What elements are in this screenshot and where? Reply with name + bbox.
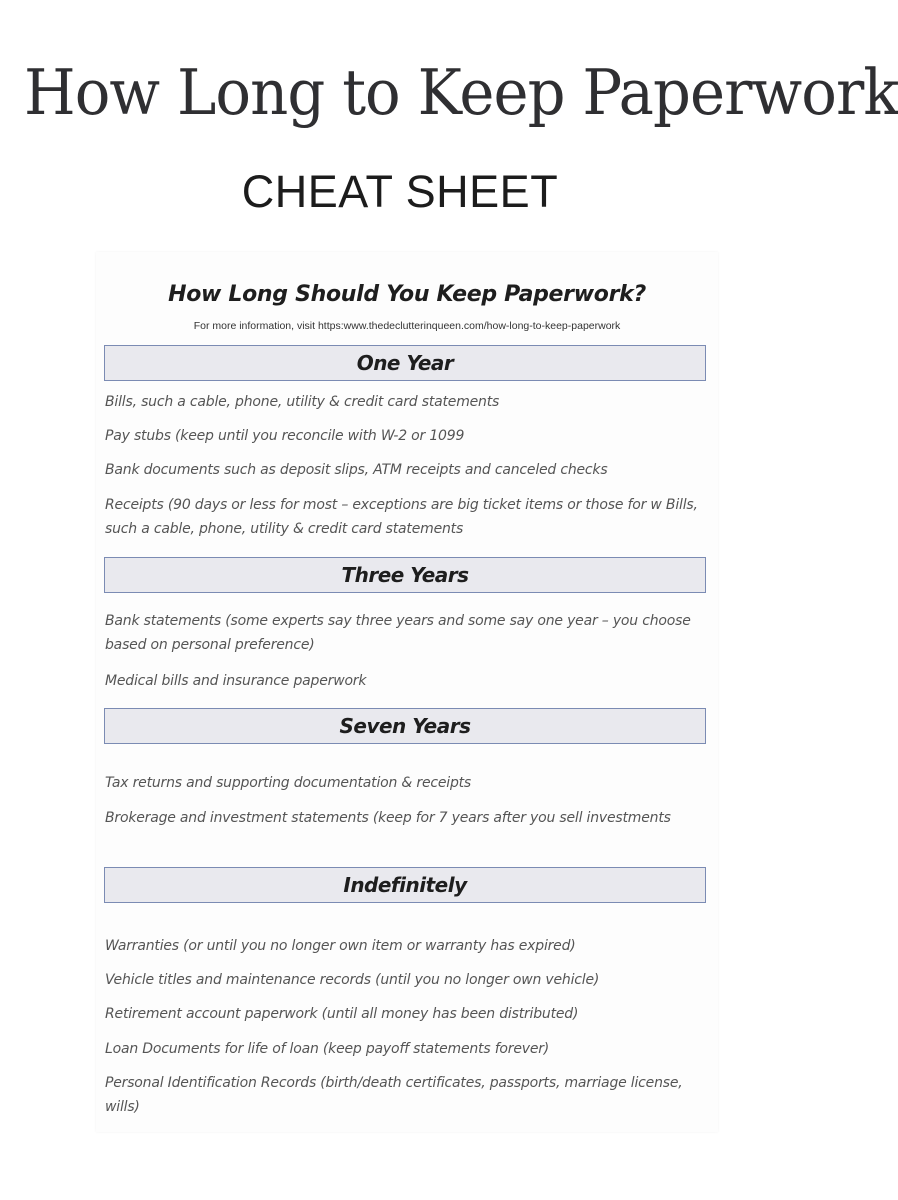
list-item: Bills, such a cable, phone, utility & credit card statements xyxy=(105,394,500,410)
sheet-title: How Long Should You Keep Paperwork? xyxy=(168,282,646,307)
list-item: Bank documents such as deposit slips, ATM receipts and canceled checks xyxy=(105,462,608,478)
sheet-info-link: For more information, visit https:www.thedeclutterinqueen.com/how-long-to-keep-paperwork xyxy=(193,320,621,332)
list-item: Pay stubs (keep until you reconcile with W-2 or 1099 xyxy=(105,428,465,444)
list-item: Retirement account paperwork (until all money has been distributed) xyxy=(105,1006,579,1022)
list-item: Warranties (or until you no longer own item or warranty has expired) xyxy=(105,938,576,954)
list-item: Receipts (90 days or less for most – exceptions are big ticket items or those for w Bills, such a cable, phone, utility & credit card statements xyxy=(105,497,698,537)
page-subtitle: CHEAT SHEET xyxy=(241,166,559,217)
list-item: Vehicle titles and maintenance records (until you no longer own vehicle) xyxy=(105,972,600,988)
cheat-sheet-document xyxy=(96,252,718,1132)
section-heading-three-years: Three Years xyxy=(104,557,706,593)
list-item: Medical bills and insurance paperwork xyxy=(105,673,367,689)
list-item: Bank statements (some experts say three years and some say one year – you choose based on personal preference) xyxy=(105,613,691,653)
list-item: Tax returns and supporting documentation & receipts xyxy=(105,775,472,791)
section-heading-seven-years: Seven Years xyxy=(104,708,706,744)
section-heading-indefinitely: Indefinitely xyxy=(104,867,706,903)
list-item: Brokerage and investment statements (keep for 7 years after you sell investments xyxy=(105,810,671,826)
section-heading-one-year: One Year xyxy=(104,345,706,381)
list-item: Personal Identification Records (birth/death certificates, passports, marriage license, wills) xyxy=(105,1075,683,1115)
page-title: How Long to Keep Paperwork xyxy=(24,56,898,129)
list-item: Loan Documents for life of loan (keep payoff statements forever) xyxy=(105,1041,550,1057)
